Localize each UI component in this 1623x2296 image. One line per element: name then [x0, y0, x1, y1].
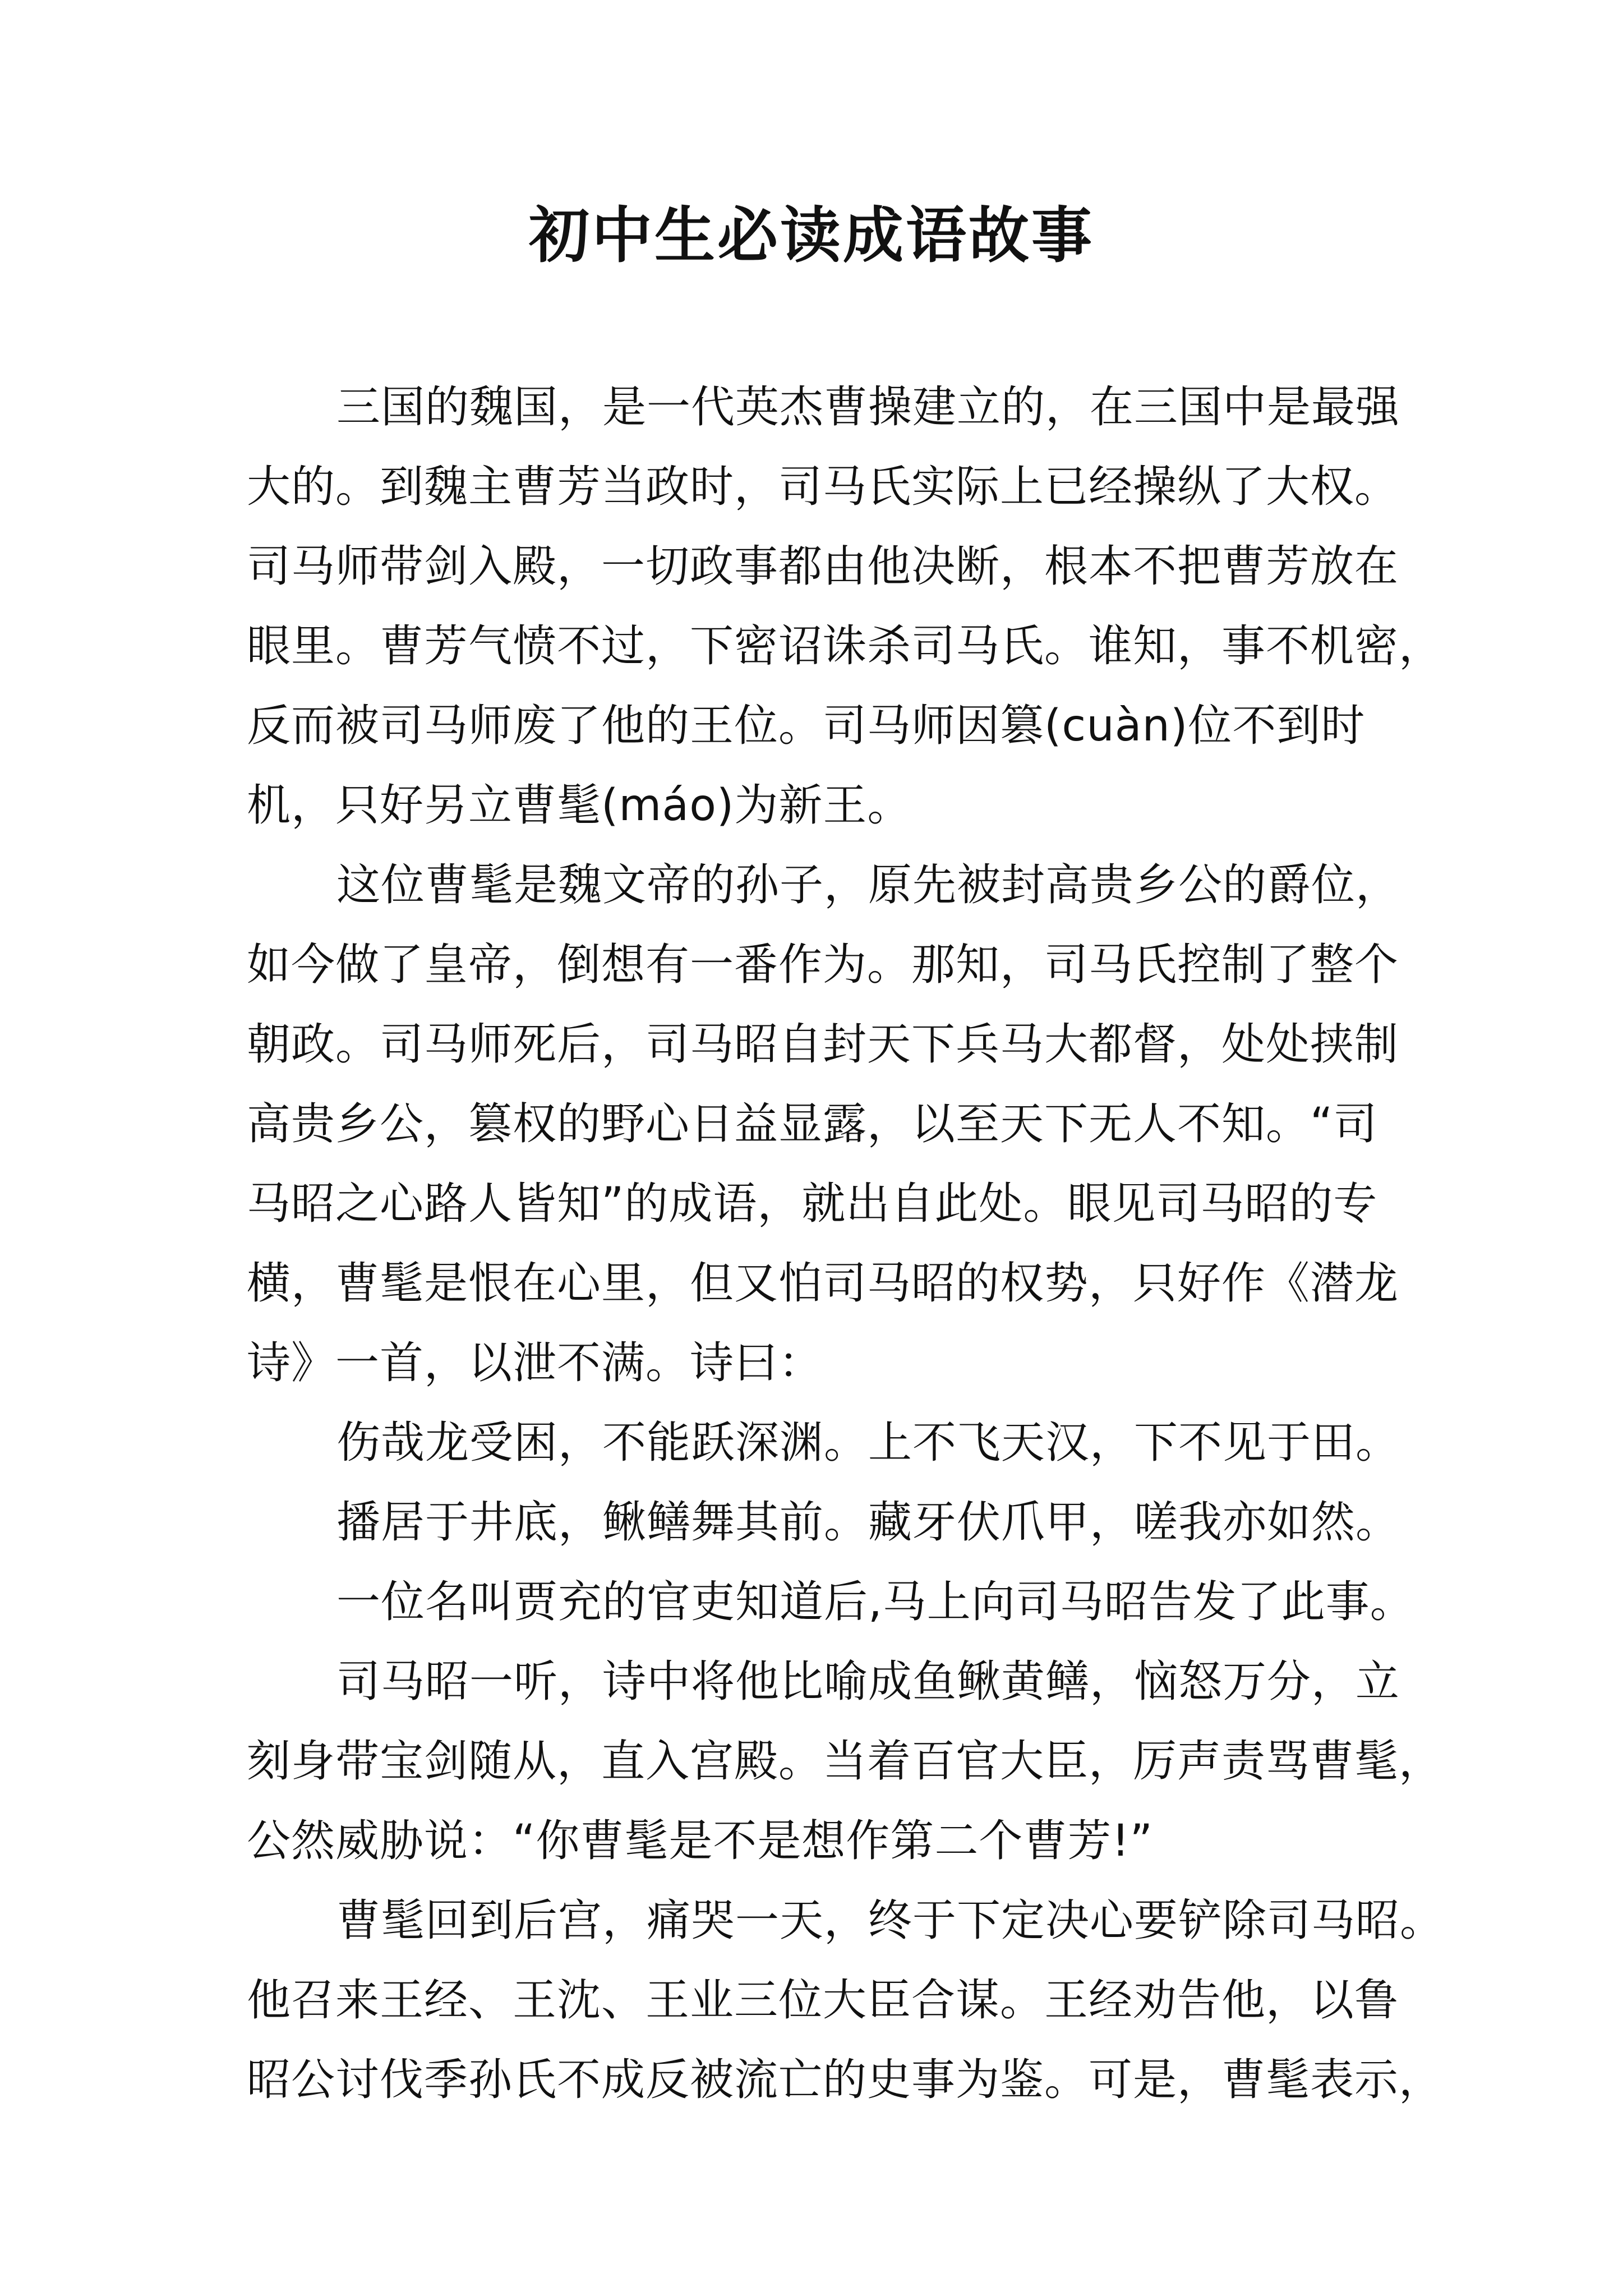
text-line: 朝政。司马师死后，司马昭自封天下兵马大都督，处处挟制 — [247, 1019, 1399, 1070]
text-line: 反而被司马师废了他的王位。司马师因篡(cuàn)位不到时 — [247, 701, 1366, 751]
text-line: 诗》一首，以泄不满。诗曰： — [247, 1338, 823, 1388]
text-line: 这位曹髦是魏文帝的孙子，原先被封高贵乡公的爵位， — [336, 860, 1400, 910]
document-title: 初中生必读成语故事 — [528, 200, 1094, 271]
text-line: 曹髦回到后宫，痛哭一天，终于下定决心要铲除司马昭。 — [336, 1895, 1445, 1946]
text-line: 横，曹髦是恨在心里，但又怕司马昭的权势，只好作《潜龙 — [247, 1258, 1399, 1309]
text-line: 三国的魏国，是一代英杰曹操建立的，在三国中是最强 — [336, 382, 1400, 432]
text-line: 刻身带宝剑随从，直入宫殿。当着百官大臣，厉声责骂曹髦， — [247, 1736, 1444, 1787]
text-line: 机，只好另立曹髦(máo)为新王。 — [247, 780, 912, 831]
text-line: 司马昭一听，诗中将他比喻成鱼鳅黄鳝，恼怒万分，立 — [336, 1657, 1400, 1707]
text-line: 眼里。曹芳气愤不过，下密诏诛杀司马氏。谁知，事不机密， — [247, 621, 1444, 671]
poem-line: 播居于井底，鳅鳝舞其前。藏牙伏爪甲，嗟我亦如然。 — [336, 1497, 1400, 1548]
text-line: 马昭之心路人皆知”的成语，就出自此处。眼见司马昭的专 — [247, 1179, 1378, 1229]
text-line: 高贵乡公，篡权的野心日益显露，以至天下无人不知。“司 — [247, 1099, 1378, 1149]
text-line: 司马师带剑入殿，一切政事都由他决断，根本不把曹芳放在 — [247, 541, 1399, 592]
text-line: 如今做了皇帝，倒想有一番作为。那知，司马氏控制了整个 — [247, 940, 1399, 990]
text-line: 公然威胁说：“你曹髦是不是想作第二个曹芳!” — [247, 1816, 1154, 1866]
poem-line: 伤哉龙受困，不能跃深渊。上不飞天汉，下不见于田。 — [336, 1418, 1400, 1468]
text-line: 他召来王经、王沈、王业三位大臣合谋。王经劝告他，以鲁 — [247, 1975, 1399, 2026]
text-line: 昭公讨伐季孙氏不成反被流亡的史事为鉴。可是，曹髦表示， — [247, 2055, 1444, 2105]
text-line: 大的。到魏主曹芳当政时，司马氏实际上已经操纵了大权。 — [247, 462, 1399, 512]
text-line: 一位名叫贾充的官吏知道后,马上向司马昭告发了此事。 — [336, 1577, 1414, 1627]
